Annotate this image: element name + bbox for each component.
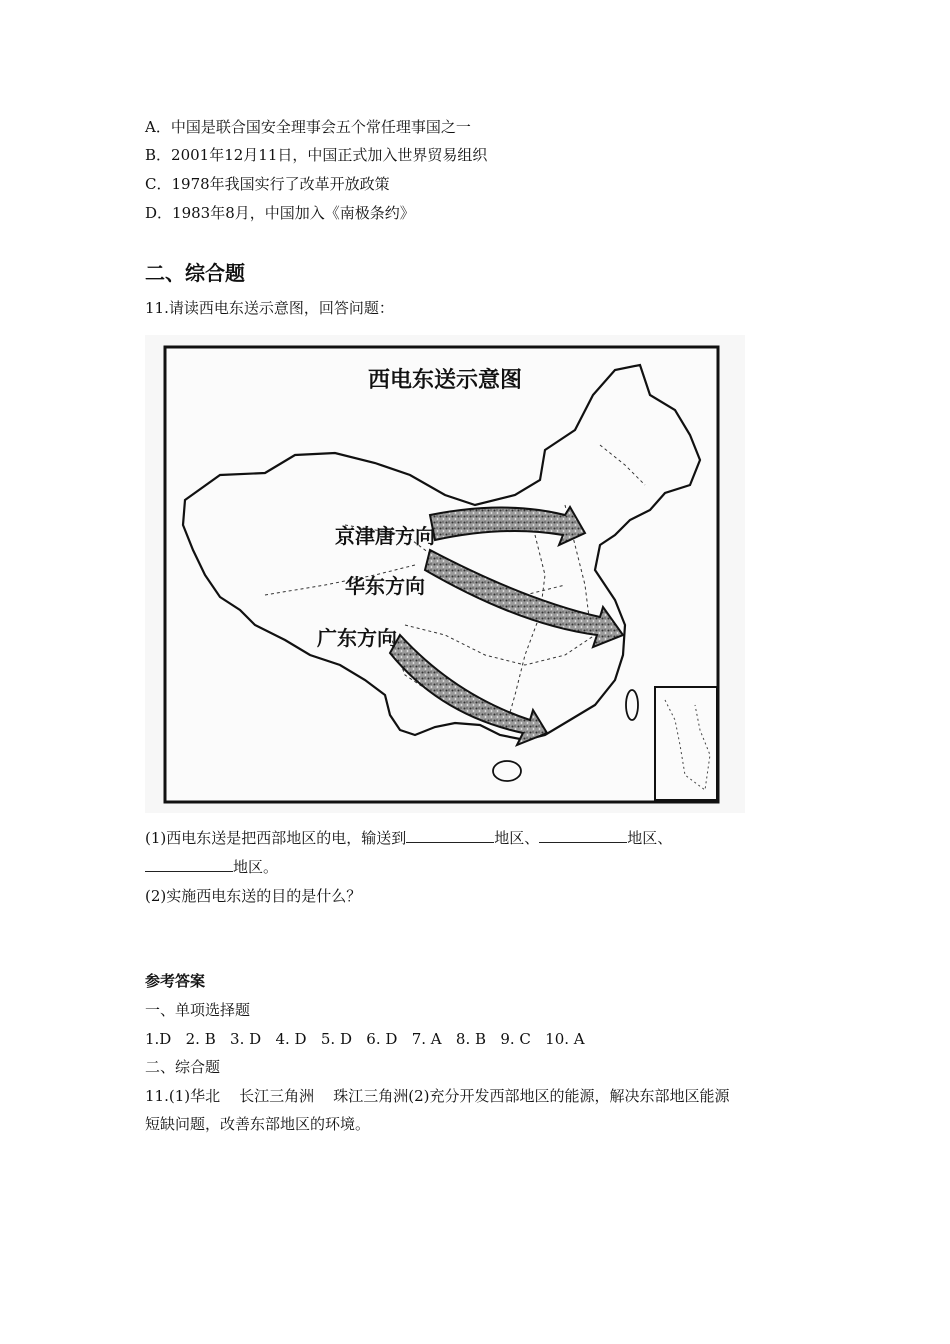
answer-key-heading: 参考答案 — [145, 972, 206, 990]
section-title: 二、综合题 — [145, 261, 245, 285]
option-a: A．中国是联合国安全理事会五个常任理事国之一 — [145, 118, 471, 136]
answer-part1-list: 1.D 2. B 3. D 4. D 5. D 6. D 7. A 8. B 9. C 10. A — [145, 1030, 585, 1048]
label-jingjintang: 京津唐方向 — [335, 524, 435, 548]
map-title: 西电东送示意图 — [367, 368, 523, 393]
answer-blank-3[interactable] — [145, 857, 233, 872]
option-d: D．1983年8月，中国加入《南极条约》 — [145, 204, 415, 222]
sub-question-1-cont — [145, 857, 278, 877]
sub-question-1-text: 地区、 — [627, 829, 673, 847]
answer-part2-title: 二、综合题 — [145, 1058, 221, 1076]
answer-11-line1: 11.(1)华北 长江三角洲 珠江三角洲(2)充分开发西部地区的能源，解决东部地区能源 — [145, 1087, 730, 1105]
sub-question-1-text: (1)西电东送是把西部地区的电，输送到 — [145, 829, 407, 847]
west-east-power-map — [145, 335, 745, 813]
sub-question-1-text: 地区、 — [494, 829, 540, 847]
question-stem: 11.请读西电东送示意图，回答问题： — [145, 299, 394, 317]
answer-11-line2: 短缺问题，改善东部地区的环境。 — [145, 1115, 371, 1133]
answer-blank-1[interactable] — [406, 828, 494, 843]
sub-question-1-text: 地区。 — [233, 858, 279, 876]
option-c: C．1978年我国实行了改革开放政策 — [145, 175, 390, 193]
option-b: B．2001年12月11日，中国正式加入世界贸易组织 — [145, 146, 488, 164]
answer-blank-2[interactable] — [539, 828, 627, 843]
answer-part1-title: 一、单项选择题 — [145, 1001, 251, 1019]
sub-question-1 — [145, 828, 672, 848]
sub-question-2: (2)实施西电东送的目的是什么？ — [145, 887, 362, 905]
label-guangdong: 广东方向 — [317, 626, 397, 650]
label-huadong: 华东方向 — [345, 574, 425, 598]
